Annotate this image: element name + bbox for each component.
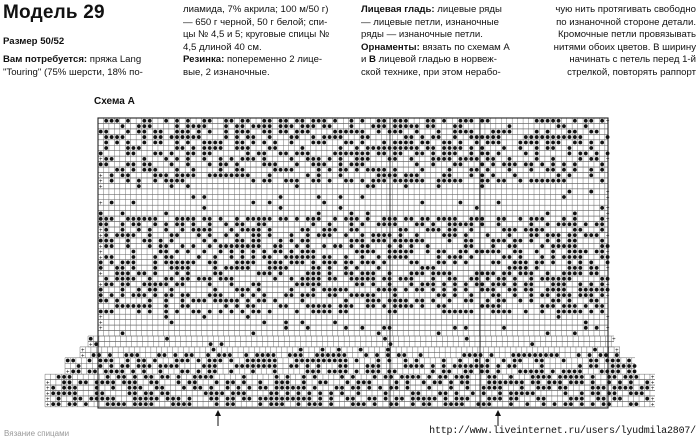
- technique-column: Лицевая гладь: лицевые ряды — лицевые петли, изнаночные ряды — изнаночные петли. Орнаменты: вязать по схемам А и В лицевой гладью в норвеж- ской технике, при этом нерабо-: [361, 4, 510, 78]
- chart-label: Схема А: [94, 96, 135, 107]
- ornaments-label: Орнаменты:: [361, 41, 420, 53]
- ribbing-label: Резинка:: [183, 54, 225, 66]
- size-label: Размер 50/52: [3, 36, 65, 47]
- instructions-column: чую нить протягивать свободно по изнаночной стороне детали. Кромочные петли провязывать нитями обоих цветов. В ширину начинать с петель перед 1-й стрелкой, повторять раппорт: [553, 4, 696, 78]
- materials-label: Вам потребуется:: [3, 54, 88, 65]
- stockinette-label: Лицевая гладь:: [361, 4, 435, 15]
- materials-column-1: Вам потребуется: пряжа Lang "Touring" (75% шерсти, 18% по-: [3, 54, 143, 78]
- page-title: Модель 29: [3, 2, 105, 23]
- materials-column-2: лиамида, 7% акрила; 100 м/50 г) — 650 г черной, 50 г белой; спи- цы № 4,5 и 5; круговые спицы № 4,5 длиной 40 см. Резинка: попеременно 2 лице- вые, 2 изнаночные.: [183, 4, 330, 78]
